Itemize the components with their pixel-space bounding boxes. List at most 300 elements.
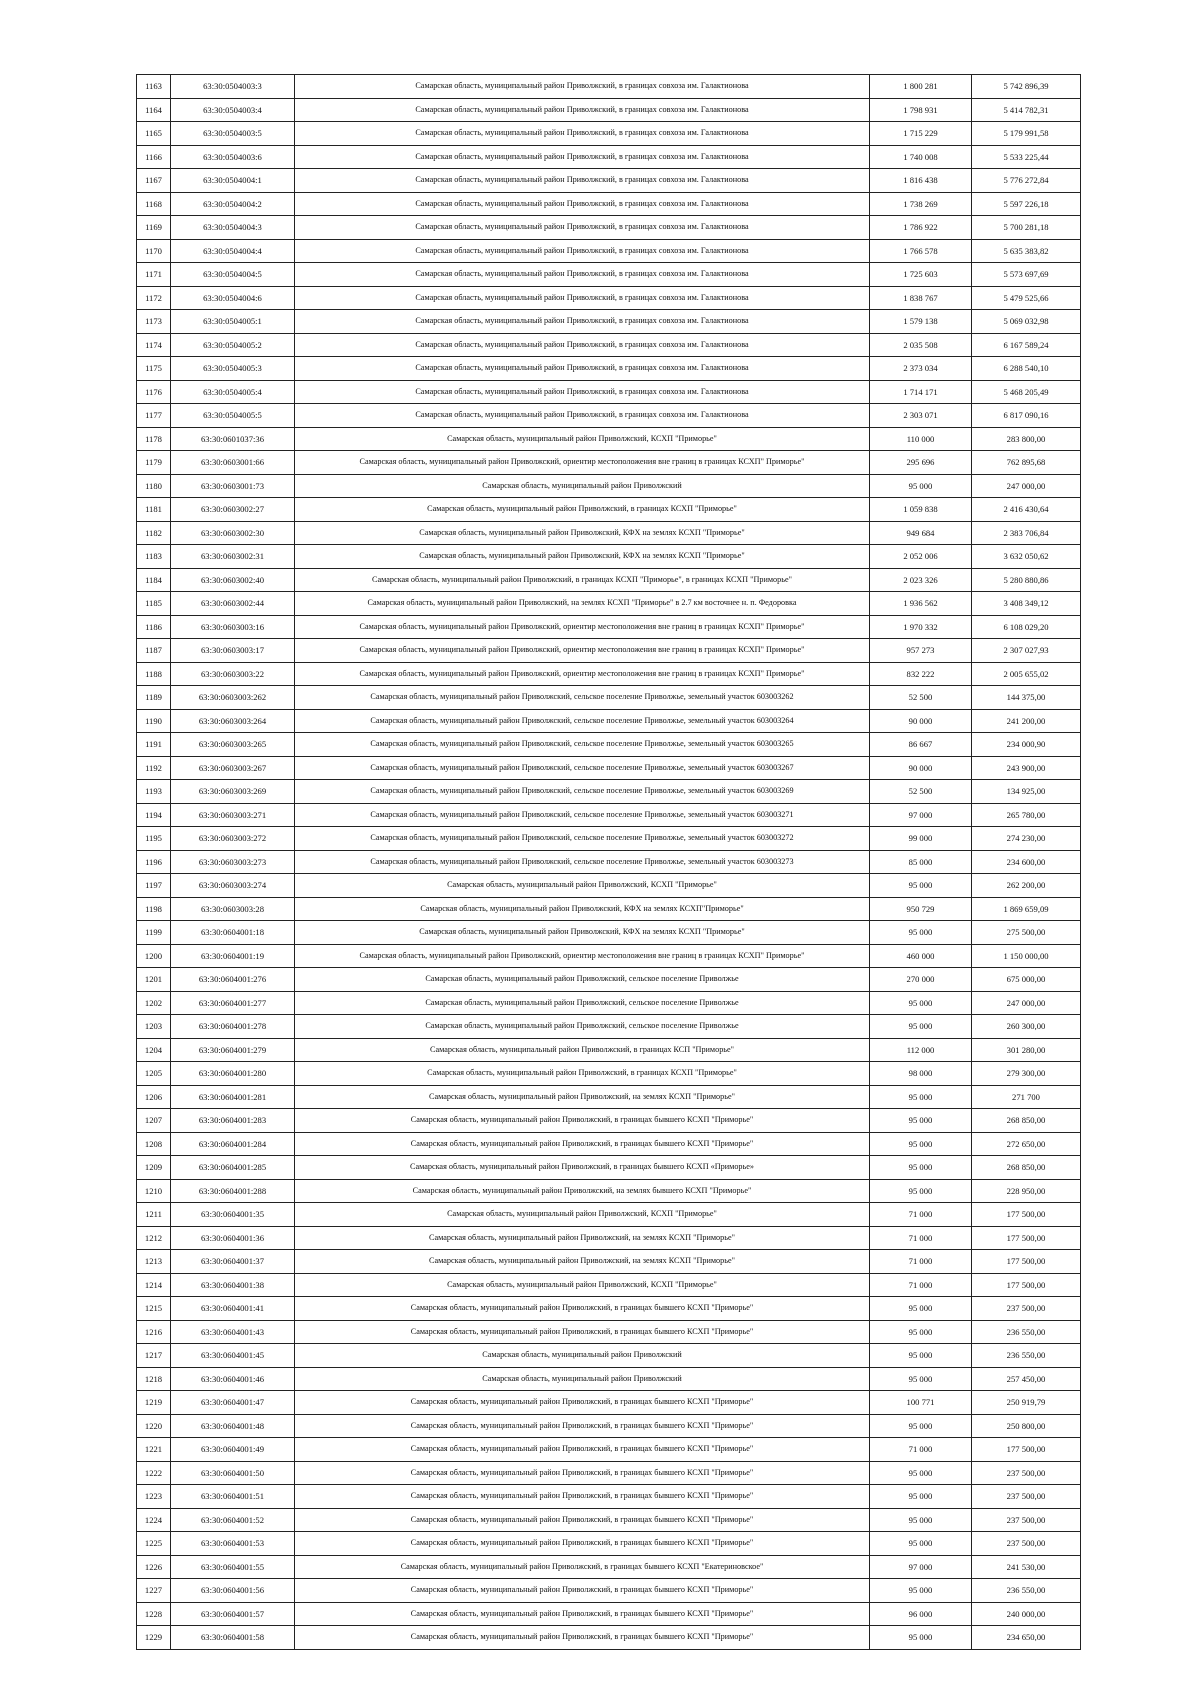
- area-cell: 95 000: [870, 1485, 972, 1509]
- cadastral-number-cell: 63:30:0604001:53: [171, 1532, 295, 1556]
- table-row: [137, 1132, 1081, 1156]
- row-number-cell: 1211: [137, 1203, 171, 1227]
- cadastral-value-cell: 240 000,00: [972, 1602, 1081, 1626]
- area-cell: 95 000: [870, 1367, 972, 1391]
- row-number-cell: 1210: [137, 1179, 171, 1203]
- address-cell: Самарская область, муниципальный район Приволжский, в границах совхоза им. Галактионова: [295, 75, 870, 99]
- area-cell: 1 714 171: [870, 380, 972, 404]
- table-row: [137, 404, 1081, 428]
- cadastral-value-cell: 6 288 540,10: [972, 357, 1081, 381]
- cadastral-number-cell: 63:30:0504003:6: [171, 145, 295, 169]
- cadastral-value-cell: 234 600,00: [972, 850, 1081, 874]
- cadastral-number-cell: 63:30:0504004:6: [171, 286, 295, 310]
- area-cell: 95 000: [870, 1179, 972, 1203]
- table-row: [137, 944, 1081, 968]
- cadastral-value-cell: 177 500,00: [972, 1226, 1081, 1250]
- table-row: [137, 592, 1081, 616]
- address-cell: Самарская область, муниципальный район Приволжский, в границах совхоза им. Галактионова: [295, 192, 870, 216]
- cadastral-value-cell: 275 500,00: [972, 921, 1081, 945]
- cadastral-number-cell: 63:30:0604001:283: [171, 1109, 295, 1133]
- address-cell: Самарская область, муниципальный район Приволжский, ориентир местоположения вне границ в границах КСХП" Приморье": [295, 639, 870, 663]
- cadastral-number-cell: 63:30:0504003:3: [171, 75, 295, 99]
- cadastral-value-cell: 2 383 706,84: [972, 521, 1081, 545]
- address-cell: Самарская область, муниципальный район Приволжский, на землях бывшего КСХП "Приморье": [295, 1179, 870, 1203]
- land-parcel-table: [136, 74, 1081, 1650]
- address-cell: Самарская область, муниципальный район Приволжский, сельское поселение Приволжье, земельный участок 603003262: [295, 686, 870, 710]
- table-row: [137, 239, 1081, 263]
- address-cell: Самарская область, муниципальный район Приволжский, КФХ на землях КСХП "Приморье": [295, 545, 870, 569]
- address-cell: Самарская область, муниципальный район Приволжский, в границах КСХП "Приморье": [295, 1062, 870, 1086]
- cadastral-value-cell: 5 414 782,31: [972, 98, 1081, 122]
- address-cell: Самарская область, муниципальный район Приволжский, ориентир местоположения вне границ в границах КСХП" Приморье": [295, 451, 870, 475]
- row-number-cell: 1193: [137, 780, 171, 804]
- address-cell: Самарская область, муниципальный район Приволжский, в границах совхоза им. Галактионова: [295, 357, 870, 381]
- table-row: [137, 474, 1081, 498]
- address-cell: Самарская область, муниципальный район Приволжский, на землях КСХП "Приморье": [295, 1250, 870, 1274]
- cadastral-number-cell: 63:30:0604001:51: [171, 1485, 295, 1509]
- address-cell: Самарская область, муниципальный район Приволжский, сельское поселение Приволжье: [295, 1015, 870, 1039]
- row-number-cell: 1194: [137, 803, 171, 827]
- address-cell: Самарская область, муниципальный район Приволжский, в границах совхоза им. Галактионова: [295, 216, 870, 240]
- cadastral-value-cell: 247 000,00: [972, 991, 1081, 1015]
- table-row: [137, 1344, 1081, 1368]
- row-number-cell: 1223: [137, 1485, 171, 1509]
- row-number-cell: 1189: [137, 686, 171, 710]
- table-row: [137, 1485, 1081, 1509]
- address-cell: Самарская область, муниципальный район Приволжский, КФХ на землях КСХП"Приморье": [295, 897, 870, 921]
- area-cell: 71 000: [870, 1203, 972, 1227]
- table-row: [137, 75, 1081, 99]
- table-row: [137, 850, 1081, 874]
- area-cell: 1 798 931: [870, 98, 972, 122]
- cadastral-value-cell: 237 500,00: [972, 1461, 1081, 1485]
- row-number-cell: 1203: [137, 1015, 171, 1039]
- address-cell: Самарская область, муниципальный район Приволжский: [295, 1367, 870, 1391]
- area-cell: 97 000: [870, 803, 972, 827]
- area-cell: 90 000: [870, 756, 972, 780]
- table-row: [137, 568, 1081, 592]
- cadastral-value-cell: 237 500,00: [972, 1485, 1081, 1509]
- cadastral-value-cell: 283 800,00: [972, 427, 1081, 451]
- row-number-cell: 1209: [137, 1156, 171, 1180]
- cadastral-value-cell: 5 069 032,98: [972, 310, 1081, 334]
- cadastral-number-cell: 63:30:0604001:278: [171, 1015, 295, 1039]
- address-cell: Самарская область, муниципальный район Приволжский, в границах КСХП "Приморье": [295, 498, 870, 522]
- cadastral-number-cell: 63:30:0504005:5: [171, 404, 295, 428]
- cadastral-number-cell: 63:30:0603003:273: [171, 850, 295, 874]
- row-number-cell: 1165: [137, 122, 171, 146]
- area-cell: 90 000: [870, 709, 972, 733]
- cadastral-number-cell: 63:30:0604001:279: [171, 1038, 295, 1062]
- table-row: [137, 1414, 1081, 1438]
- cadastral-value-cell: 5 479 525,66: [972, 286, 1081, 310]
- area-cell: 110 000: [870, 427, 972, 451]
- address-cell: Самарская область, муниципальный район Приволжский, в границах бывшего КСХП "Приморье": [295, 1626, 870, 1650]
- address-cell: Самарская область, муниципальный район Приволжский, сельское поселение Приволжье, земельный участок 603003264: [295, 709, 870, 733]
- row-number-cell: 1178: [137, 427, 171, 451]
- row-number-cell: 1228: [137, 1602, 171, 1626]
- area-cell: 1 786 922: [870, 216, 972, 240]
- cadastral-number-cell: 63:30:0603002:40: [171, 568, 295, 592]
- cadastral-number-cell: 63:30:0504003:4: [171, 98, 295, 122]
- area-cell: 98 000: [870, 1062, 972, 1086]
- row-number-cell: 1213: [137, 1250, 171, 1274]
- cadastral-number-cell: 63:30:0604001:36: [171, 1226, 295, 1250]
- row-number-cell: 1167: [137, 169, 171, 193]
- cadastral-number-cell: 63:30:0603002:27: [171, 498, 295, 522]
- area-cell: 97 000: [870, 1555, 972, 1579]
- cadastral-value-cell: 5 597 226,18: [972, 192, 1081, 216]
- address-cell: Самарская область, муниципальный район Приволжский, в границах бывшего КСХП "Приморье": [295, 1297, 870, 1321]
- cadastral-number-cell: 63:30:0603001:73: [171, 474, 295, 498]
- cadastral-value-cell: 6 108 029,20: [972, 615, 1081, 639]
- table-row: [137, 521, 1081, 545]
- area-cell: 95 000: [870, 1085, 972, 1109]
- address-cell: Самарская область, муниципальный район Приволжский, в границах совхоза им. Галактионова: [295, 98, 870, 122]
- address-cell: Самарская область, муниципальный район Приволжский, КСХП "Приморье": [295, 1203, 870, 1227]
- table-row: [137, 803, 1081, 827]
- row-number-cell: 1201: [137, 968, 171, 992]
- address-cell: Самарская область, муниципальный район Приволжский, в границах бывшего КСХП "Приморье": [295, 1602, 870, 1626]
- table-row: [137, 1226, 1081, 1250]
- cadastral-value-cell: 2 416 430,64: [972, 498, 1081, 522]
- table-row: [137, 686, 1081, 710]
- table-row: [137, 451, 1081, 475]
- area-cell: 100 771: [870, 1391, 972, 1415]
- table-row: [137, 921, 1081, 945]
- cadastral-number-cell: 63:30:0603003:264: [171, 709, 295, 733]
- address-cell: Самарская область, муниципальный район Приволжский, в границах совхоза им. Галактионова: [295, 239, 870, 263]
- row-number-cell: 1217: [137, 1344, 171, 1368]
- table-row: [137, 780, 1081, 804]
- cadastral-number-cell: 63:30:0604001:281: [171, 1085, 295, 1109]
- table-row: [137, 1626, 1081, 1650]
- table-row: [137, 1320, 1081, 1344]
- table-row: [137, 1297, 1081, 1321]
- address-cell: Самарская область, муниципальный район Приволжский, КСХП "Приморье": [295, 1273, 870, 1297]
- row-number-cell: 1226: [137, 1555, 171, 1579]
- cadastral-value-cell: 675 000,00: [972, 968, 1081, 992]
- row-number-cell: 1179: [137, 451, 171, 475]
- row-number-cell: 1187: [137, 639, 171, 663]
- row-number-cell: 1186: [137, 615, 171, 639]
- table-row: [137, 1038, 1081, 1062]
- table-row: [137, 1273, 1081, 1297]
- area-cell: 1 970 332: [870, 615, 972, 639]
- table-row: [137, 1438, 1081, 1462]
- cadastral-number-cell: 63:30:0604001:285: [171, 1156, 295, 1180]
- row-number-cell: 1220: [137, 1414, 171, 1438]
- area-cell: 71 000: [870, 1438, 972, 1462]
- row-number-cell: 1190: [137, 709, 171, 733]
- area-cell: 95 000: [870, 1508, 972, 1532]
- table-row: [137, 1109, 1081, 1133]
- area-cell: 95 000: [870, 1156, 972, 1180]
- table-row: [137, 1203, 1081, 1227]
- address-cell: Самарская область, муниципальный район Приволжский, в границах совхоза им. Галактионова: [295, 122, 870, 146]
- row-number-cell: 1181: [137, 498, 171, 522]
- row-number-cell: 1222: [137, 1461, 171, 1485]
- table-row: [137, 1579, 1081, 1603]
- table-row: [137, 1461, 1081, 1485]
- row-number-cell: 1166: [137, 145, 171, 169]
- table-row: [137, 1602, 1081, 1626]
- address-cell: Самарская область, муниципальный район Приволжский, на землях КСХП "Приморье": [295, 1226, 870, 1250]
- cadastral-value-cell: 257 450,00: [972, 1367, 1081, 1391]
- cadastral-number-cell: 63:30:0604001:45: [171, 1344, 295, 1368]
- table-row: [137, 756, 1081, 780]
- address-cell: Самарская область, муниципальный район Приволжский, в границах совхоза им. Галактионова: [295, 380, 870, 404]
- cadastral-value-cell: 5 468 205,49: [972, 380, 1081, 404]
- area-cell: 112 000: [870, 1038, 972, 1062]
- cadastral-value-cell: 5 742 896,39: [972, 75, 1081, 99]
- row-number-cell: 1214: [137, 1273, 171, 1297]
- cadastral-value-cell: 177 500,00: [972, 1273, 1081, 1297]
- area-cell: 2 373 034: [870, 357, 972, 381]
- row-number-cell: 1218: [137, 1367, 171, 1391]
- address-cell: Самарская область, муниципальный район Приволжский, в границах бывшего КСХП "Приморье": [295, 1391, 870, 1415]
- address-cell: Самарская область, муниципальный район Приволжский, в границах бывшего КСХП "Екатериновское": [295, 1555, 870, 1579]
- row-number-cell: 1196: [137, 850, 171, 874]
- cadastral-value-cell: 237 500,00: [972, 1297, 1081, 1321]
- cadastral-number-cell: 63:30:0504005:3: [171, 357, 295, 381]
- table-row: [137, 498, 1081, 522]
- row-number-cell: 1206: [137, 1085, 171, 1109]
- area-cell: 95 000: [870, 1297, 972, 1321]
- cadastral-value-cell: 236 550,00: [972, 1579, 1081, 1603]
- area-cell: 295 696: [870, 451, 972, 475]
- cadastral-number-cell: 63:30:0604001:280: [171, 1062, 295, 1086]
- cadastral-number-cell: 63:30:0604001:48: [171, 1414, 295, 1438]
- cadastral-number-cell: 63:30:0603002:31: [171, 545, 295, 569]
- address-cell: Самарская область, муниципальный район Приволжский, в границах бывшего КСХП "Приморье": [295, 1132, 870, 1156]
- row-number-cell: 1163: [137, 75, 171, 99]
- table-row: [137, 169, 1081, 193]
- row-number-cell: 1172: [137, 286, 171, 310]
- cadastral-number-cell: 63:30:0504005:4: [171, 380, 295, 404]
- row-number-cell: 1215: [137, 1297, 171, 1321]
- table-row: [137, 1532, 1081, 1556]
- cadastral-number-cell: 63:30:0604001:284: [171, 1132, 295, 1156]
- row-number-cell: 1202: [137, 991, 171, 1015]
- cadastral-value-cell: 279 300,00: [972, 1062, 1081, 1086]
- table-row: [137, 263, 1081, 287]
- address-cell: Самарская область, муниципальный район Приволжский, на землях КСХП "Приморье" в 2.7 км восточнее н. п. Федоровка: [295, 592, 870, 616]
- cadastral-value-cell: 237 500,00: [972, 1508, 1081, 1532]
- area-cell: 71 000: [870, 1226, 972, 1250]
- table-row: [137, 192, 1081, 216]
- area-cell: 2 303 071: [870, 404, 972, 428]
- table-row: [137, 310, 1081, 334]
- area-cell: 86 667: [870, 733, 972, 757]
- table-row: [137, 333, 1081, 357]
- row-number-cell: 1205: [137, 1062, 171, 1086]
- cadastral-number-cell: 63:30:0603001:66: [171, 451, 295, 475]
- address-cell: Самарская область, муниципальный район Приволжский, в границах бывшего КСХП "Приморье": [295, 1532, 870, 1556]
- address-cell: Самарская область, муниципальный район Приволжский, сельское поселение Приволжье, земельный участок 603003271: [295, 803, 870, 827]
- cadastral-value-cell: 5 700 281,18: [972, 216, 1081, 240]
- table-row: [137, 98, 1081, 122]
- cadastral-value-cell: 301 280,00: [972, 1038, 1081, 1062]
- cadastral-number-cell: 63:30:0504004:3: [171, 216, 295, 240]
- area-cell: 957 273: [870, 639, 972, 663]
- area-cell: 95 000: [870, 474, 972, 498]
- cadastral-number-cell: 63:30:0504005:1: [171, 310, 295, 334]
- address-cell: Самарская область, муниципальный район Приволжский, в границах бывшего КСХП "Приморье": [295, 1438, 870, 1462]
- area-cell: 71 000: [870, 1250, 972, 1274]
- cadastral-number-cell: 63:30:0604001:55: [171, 1555, 295, 1579]
- cadastral-number-cell: 63:30:0604001:56: [171, 1579, 295, 1603]
- cadastral-number-cell: 63:30:0604001:35: [171, 1203, 295, 1227]
- row-number-cell: 1224: [137, 1508, 171, 1532]
- cadastral-number-cell: 63:30:0603002:44: [171, 592, 295, 616]
- area-cell: 949 684: [870, 521, 972, 545]
- cadastral-value-cell: 1 869 659,09: [972, 897, 1081, 921]
- address-cell: Самарская область, муниципальный район Приволжский, на землях КСХП "Приморье": [295, 1085, 870, 1109]
- row-number-cell: 1185: [137, 592, 171, 616]
- address-cell: Самарская область, муниципальный район Приволжский, в границах бывшего КСХП "Приморье": [295, 1508, 870, 1532]
- row-number-cell: 1174: [137, 333, 171, 357]
- address-cell: Самарская область, муниципальный район Приволжский, в границах бывшего КСХП "Приморье": [295, 1414, 870, 1438]
- area-cell: 85 000: [870, 850, 972, 874]
- area-cell: 1 725 603: [870, 263, 972, 287]
- cadastral-number-cell: 63:30:0603003:267: [171, 756, 295, 780]
- area-cell: 95 000: [870, 1461, 972, 1485]
- cadastral-number-cell: 63:30:0604001:38: [171, 1273, 295, 1297]
- area-cell: 95 000: [870, 991, 972, 1015]
- address-cell: Самарская область, муниципальный район Приволжский, КСХП "Приморье": [295, 874, 870, 898]
- area-cell: 1 740 008: [870, 145, 972, 169]
- area-cell: 95 000: [870, 874, 972, 898]
- row-number-cell: 1182: [137, 521, 171, 545]
- area-cell: 1 800 281: [870, 75, 972, 99]
- cadastral-number-cell: 63:30:0604001:57: [171, 1602, 295, 1626]
- cadastral-value-cell: 762 895,68: [972, 451, 1081, 475]
- cadastral-value-cell: 241 200,00: [972, 709, 1081, 733]
- cadastral-value-cell: 241 530,00: [972, 1555, 1081, 1579]
- table-row: [137, 545, 1081, 569]
- table-body: [137, 75, 1081, 1650]
- table-row: [137, 1555, 1081, 1579]
- address-cell: Самарская область, муниципальный район Приволжский, КФХ на землях КСХП "Приморье": [295, 521, 870, 545]
- address-cell: Самарская область, муниципальный район Приволжский, сельское поселение Приволжье, земельный участок 603003265: [295, 733, 870, 757]
- area-cell: 95 000: [870, 1132, 972, 1156]
- table-row: [137, 380, 1081, 404]
- cadastral-value-cell: 234 650,00: [972, 1626, 1081, 1650]
- cadastral-value-cell: 265 780,00: [972, 803, 1081, 827]
- area-cell: 95 000: [870, 921, 972, 945]
- cadastral-number-cell: 63:30:0504004:5: [171, 263, 295, 287]
- cadastral-value-cell: 2 307 027,93: [972, 639, 1081, 663]
- address-cell: Самарская область, муниципальный район Приволжский: [295, 474, 870, 498]
- address-cell: Самарская область, муниципальный район Приволжский, в границах бывшего КСХП "Приморье": [295, 1579, 870, 1603]
- row-number-cell: 1184: [137, 568, 171, 592]
- cadastral-number-cell: 63:30:0603003:265: [171, 733, 295, 757]
- area-cell: 96 000: [870, 1602, 972, 1626]
- address-cell: Самарская область, муниципальный район Приволжский, сельское поселение Приволжье, земельный участок 603003273: [295, 850, 870, 874]
- cadastral-number-cell: 63:30:0504004:2: [171, 192, 295, 216]
- cadastral-number-cell: 63:30:0603003:22: [171, 662, 295, 686]
- table-row: [137, 897, 1081, 921]
- table-row: [137, 991, 1081, 1015]
- table-row: [137, 1179, 1081, 1203]
- table-row: [137, 427, 1081, 451]
- address-cell: Самарская область, муниципальный район Приволжский, в границах совхоза им. Галактионова: [295, 310, 870, 334]
- cadastral-number-cell: 63:30:0604001:277: [171, 991, 295, 1015]
- cadastral-number-cell: 63:30:0504005:2: [171, 333, 295, 357]
- table-row: [137, 662, 1081, 686]
- cadastral-number-cell: 63:30:0601037:36: [171, 427, 295, 451]
- cadastral-value-cell: 234 000,90: [972, 733, 1081, 757]
- area-cell: 95 000: [870, 1109, 972, 1133]
- cadastral-value-cell: 177 500,00: [972, 1438, 1081, 1462]
- cadastral-number-cell: 63:30:0504004:4: [171, 239, 295, 263]
- cadastral-value-cell: 262 200,00: [972, 874, 1081, 898]
- address-cell: Самарская область, муниципальный район Приволжский, КФХ на землях КСХП "Приморье": [295, 921, 870, 945]
- cadastral-number-cell: 63:30:0604001:47: [171, 1391, 295, 1415]
- address-cell: Самарская область, муниципальный район Приволжский: [295, 1344, 870, 1368]
- area-cell: 1 715 229: [870, 122, 972, 146]
- address-cell: Самарская область, муниципальный район Приволжский, ориентир местоположения вне границ в границах КСХП" Приморье": [295, 615, 870, 639]
- address-cell: Самарская область, муниципальный район Приволжский, в границах бывшего КСХП "Приморье": [295, 1461, 870, 1485]
- row-number-cell: 1225: [137, 1532, 171, 1556]
- table-row: [137, 1391, 1081, 1415]
- area-cell: 95 000: [870, 1626, 972, 1650]
- address-cell: Самарская область, муниципальный район Приволжский, в границах бывшего КСХП "Приморье": [295, 1109, 870, 1133]
- area-cell: 1 816 438: [870, 169, 972, 193]
- row-number-cell: 1177: [137, 404, 171, 428]
- cadastral-number-cell: 63:30:0604001:18: [171, 921, 295, 945]
- cadastral-value-cell: 3 632 050,62: [972, 545, 1081, 569]
- cadastral-number-cell: 63:30:0604001:41: [171, 1297, 295, 1321]
- cadastral-value-cell: 243 900,00: [972, 756, 1081, 780]
- address-cell: Самарская область, муниципальный район Приволжский, в границах совхоза им. Галактионова: [295, 145, 870, 169]
- table-row: [137, 145, 1081, 169]
- table-row: [137, 1508, 1081, 1532]
- cadastral-value-cell: 177 500,00: [972, 1203, 1081, 1227]
- row-number-cell: 1168: [137, 192, 171, 216]
- cadastral-number-cell: 63:30:0603003:17: [171, 639, 295, 663]
- cadastral-number-cell: 63:30:0604001:50: [171, 1461, 295, 1485]
- address-cell: Самарская область, муниципальный район Приволжский, в границах бывшего КСХП «Приморье»: [295, 1156, 870, 1180]
- cadastral-value-cell: 134 925,00: [972, 780, 1081, 804]
- table-row: [137, 733, 1081, 757]
- row-number-cell: 1171: [137, 263, 171, 287]
- area-cell: 95 000: [870, 1015, 972, 1039]
- cadastral-value-cell: 6 817 090,16: [972, 404, 1081, 428]
- address-cell: Самарская область, муниципальный район Приволжский, в границах совхоза им. Галактионова: [295, 286, 870, 310]
- cadastral-value-cell: 228 950,00: [972, 1179, 1081, 1203]
- cadastral-number-cell: 63:30:0604001:58: [171, 1626, 295, 1650]
- table-row: [137, 122, 1081, 146]
- cadastral-number-cell: 63:30:0504004:1: [171, 169, 295, 193]
- cadastral-value-cell: 268 850,00: [972, 1109, 1081, 1133]
- table-row: [137, 827, 1081, 851]
- row-number-cell: 1170: [137, 239, 171, 263]
- address-cell: Самарская область, муниципальный район Приволжский, сельское поселение Приволжье, земельный участок 603003267: [295, 756, 870, 780]
- cadastral-value-cell: 260 300,00: [972, 1015, 1081, 1039]
- table-row: [137, 357, 1081, 381]
- table-row: [137, 874, 1081, 898]
- table-row: [137, 216, 1081, 240]
- cadastral-value-cell: 250 919,79: [972, 1391, 1081, 1415]
- cadastral-value-cell: 144 375,00: [972, 686, 1081, 710]
- area-cell: 71 000: [870, 1273, 972, 1297]
- cadastral-value-cell: 272 650,00: [972, 1132, 1081, 1156]
- cadastral-value-cell: 5 280 880,86: [972, 568, 1081, 592]
- row-number-cell: 1221: [137, 1438, 171, 1462]
- cadastral-value-cell: 268 850,00: [972, 1156, 1081, 1180]
